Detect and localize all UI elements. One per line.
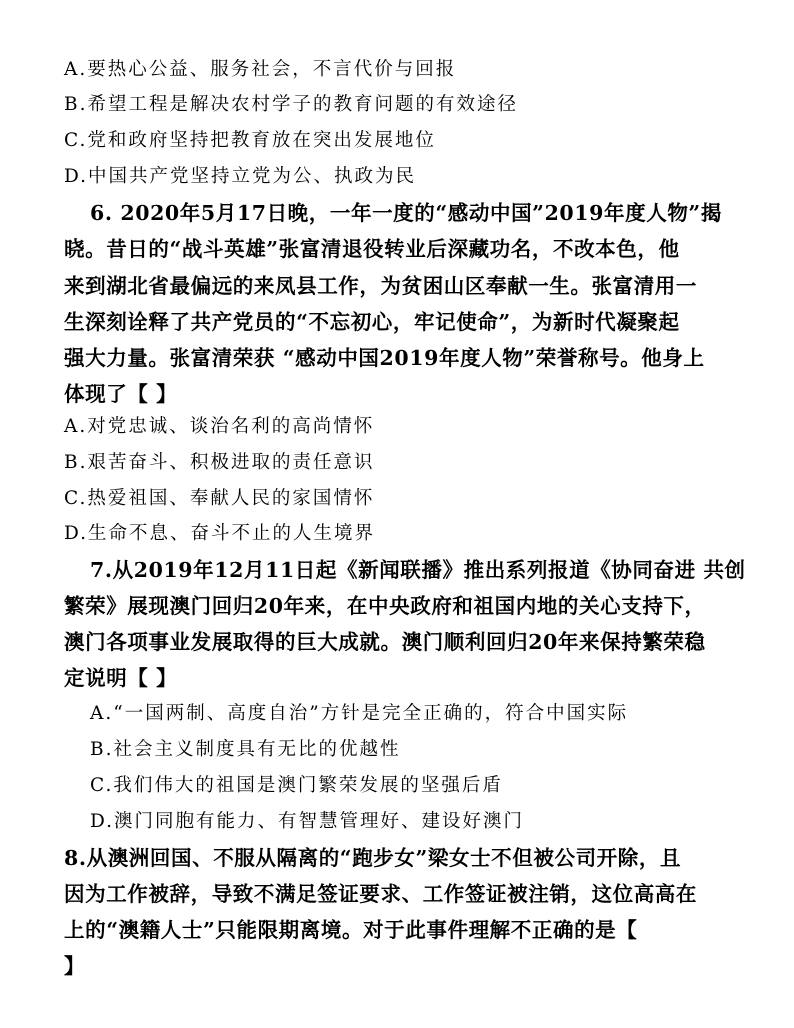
- q7-option-c: C.我们伟大的祖国是澳门繁荣发展的坚强后盾: [90, 775, 503, 796]
- q6-option-a: A.对党忠诚、谈治名利的高尚情怀: [64, 416, 375, 437]
- q6-stem-line-6: 体现了【 】: [64, 382, 178, 406]
- q7-option-b: B.社会主义制度具有无比的优越性: [90, 739, 401, 760]
- q7-stem-line-1: 7.从2019年12月11日起《新闻联播》推出系列报道《协同奋进 共创: [90, 558, 746, 582]
- q7-stem-line-3: 澳门各项事业发展取得的巨大成就。澳门顺利回归20年来保持繁荣稳: [64, 630, 706, 654]
- q7-stem-line-4: 定说明【 】: [64, 666, 178, 690]
- q6-stem-line-1: 6. 2020年5月17日晚，一年一度的“感动中国”2019年度人物”揭: [90, 201, 722, 225]
- q7-stem-line-2: 繁荣》展现澳门回归20年来，在中央政府和祖国内地的关心支持下，: [64, 594, 706, 618]
- q6-option-c: C.热爱祖国、奉献人民的家国情怀: [64, 488, 375, 509]
- q8-stem-line-4: 】: [64, 954, 86, 978]
- q7-option-d: D.澳门同胞有能力、有智慧管理好、建设好澳门: [90, 811, 525, 832]
- q8-stem-line-2: 因为工作被辞，导致不满足签证要求、工作签证被注销，这位高高在: [64, 882, 697, 906]
- q8-stem-line-1: 8.从澳洲回国、不服从隔离的“跑步女”梁女士不但被公司开除，且: [64, 846, 682, 870]
- q5-option-a: A.要热心公益、服务社会，不言代价与回报: [64, 59, 457, 80]
- q5-option-d: D.中国共产党坚持立党为公、执政为民: [64, 166, 417, 187]
- q6-stem-line-3: 来到湖北省最偏远的来凤县工作，为贫困山区奉献一生。张富清用一: [64, 274, 697, 298]
- q5-option-b: B.希望工程是解决农村学子的教育问题的有效途径: [64, 94, 518, 115]
- q6-option-d: D.生命不息、奋斗不止的人生境界: [64, 523, 376, 544]
- q8-stem-line-3: 上的“澳籍人士”只能限期离境。对于此事件理解不正确的是【: [64, 918, 638, 942]
- q6-stem-line-5: 强大力量。张富清荣获 “感动中国2019年度人物”荣誉称号。他身上: [64, 346, 705, 370]
- q7-option-a: A.“一国两制、高度自治”方针是完全正确的，符合中国实际: [90, 703, 629, 724]
- q5-option-c: C.党和政府坚持把教育放在突出发展地位: [64, 130, 436, 151]
- q6-option-b: B.艰苦奋斗、积极进取的责任意识: [64, 452, 375, 473]
- q6-stem-line-2: 晓。昔日的“战斗英雄”张富清退役转业后深藏功名，不改本色，他: [64, 237, 680, 261]
- q6-stem-line-4: 生深刻诠释了共产党员的“不忘初心，牢记使命”，为新时代凝聚起: [64, 310, 680, 334]
